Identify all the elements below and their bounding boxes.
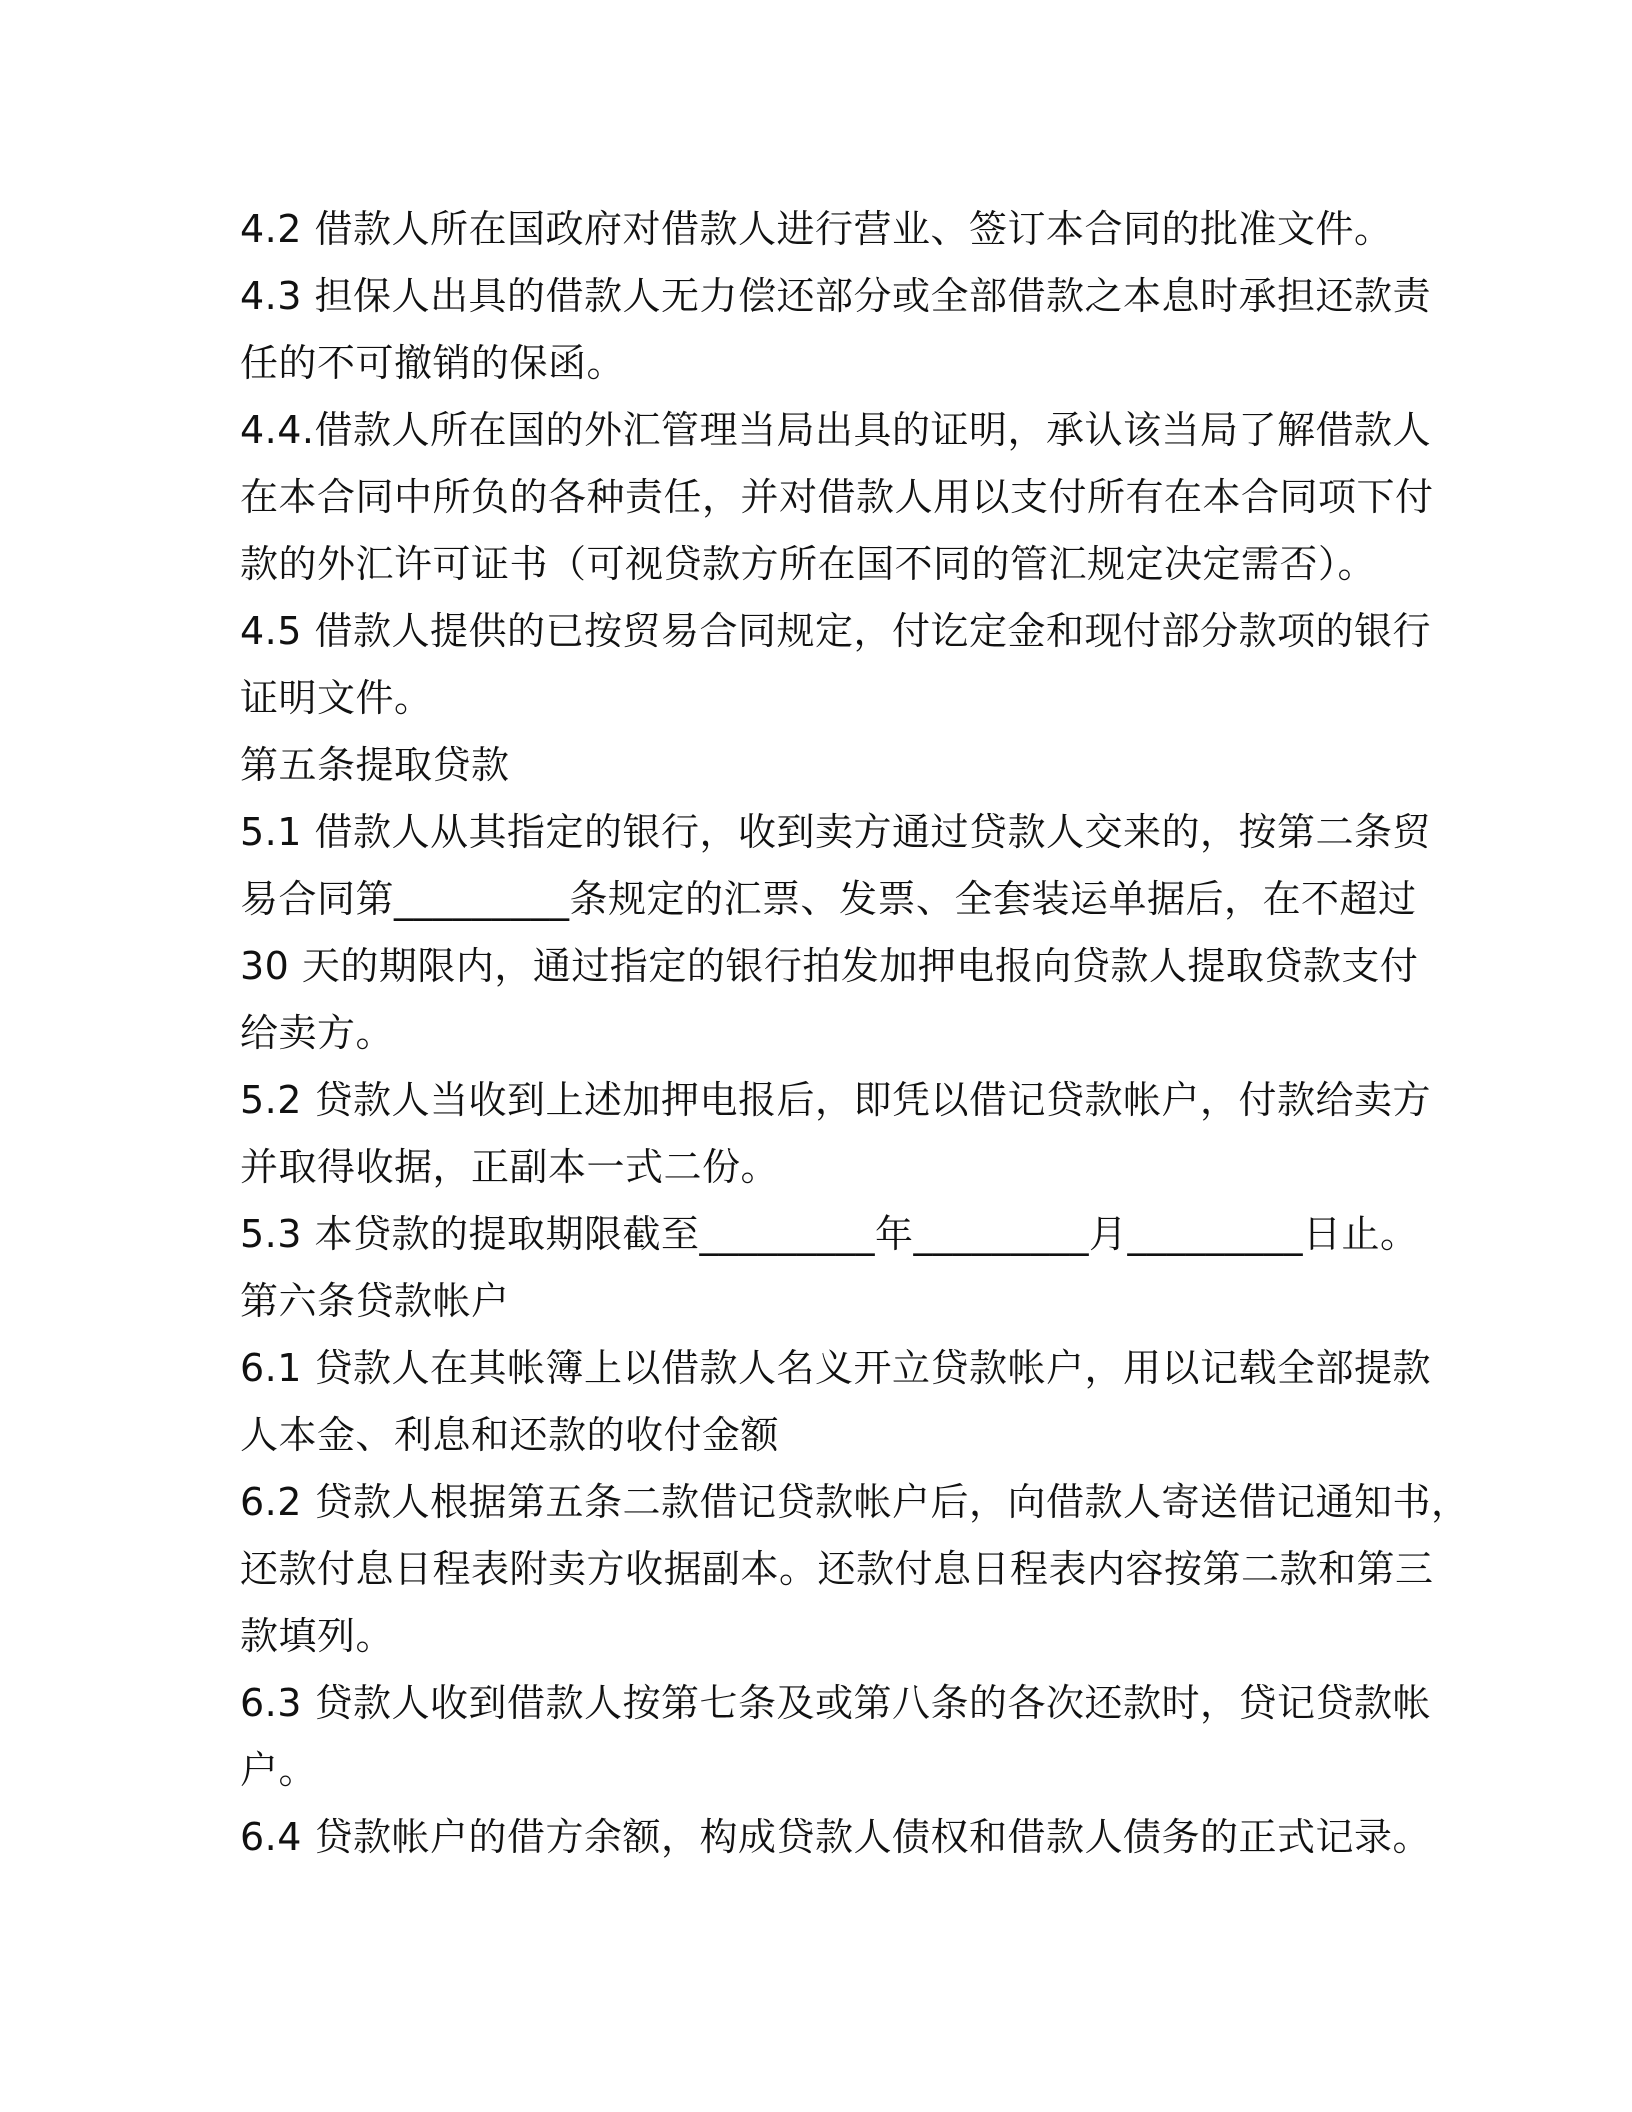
- text-line: 户。: [240, 1748, 318, 1792]
- text-line: 30 天的期限内，通过指定的银行拍发加押电报向贷款人提取贷款支付: [240, 944, 1419, 988]
- clause-4-4: [240, 397, 1434, 598]
- text-line: 5.1 借款人从其指定的银行，收到卖方通过贷款人交来的，按第二条贸: [240, 810, 1432, 854]
- text-line: 还款付息日程表附卖方收据副本。还款付息日程表内容按第二款和第三: [240, 1547, 1434, 1591]
- text-line: 易合同第_________条规定的汇票、发票、全套装运单据后，在不超过: [240, 877, 1417, 921]
- text-line: 4.5 借款人提供的已按贸易合同规定，付讫定金和现付部分款项的银行: [240, 609, 1432, 653]
- clause-4-3: [240, 263, 1432, 397]
- text-line: 任的不可撤销的保函。: [240, 341, 626, 385]
- article-5-heading: [240, 732, 1410, 799]
- text-line: 在本合同中所负的各种责任，并对借款人用以支付所有在本合同项下付: [240, 475, 1434, 519]
- text-line: 6.2 贷款人根据第五条二款借记贷款帐户后，向借款人寄送借记通知书，: [240, 1480, 1470, 1524]
- clause-4-5: [240, 598, 1432, 732]
- text-line: 6.3 贷款人收到借款人按第七条及或第八条的各次还款时，贷记贷款帐: [240, 1681, 1432, 1725]
- text-line: 6.4 贷款帐户的借方余额，构成贷款人债权和借款人债务的正式记录。: [240, 1815, 1432, 1859]
- section-heading: 第五条提取贷款: [240, 743, 510, 787]
- clause-6-2: [240, 1469, 1470, 1670]
- text-line: 4.3 担保人出具的借款人无力偿还部分或全部借款之本息时承担还款责: [240, 274, 1432, 318]
- text-line: 款填列。: [240, 1614, 395, 1658]
- clause-5-2: [240, 1067, 1432, 1201]
- text-line: 人本金、利息和还款的收付金额: [240, 1413, 780, 1457]
- text-line: 5.3 本贷款的提取期限截至_________年_________月_________日止。: [240, 1212, 1419, 1256]
- text-line: 5.2 贷款人当收到上述加押电报后，即凭以借记贷款帐户，付款给卖方: [240, 1078, 1432, 1122]
- section-heading: 第六条贷款帐户: [240, 1279, 510, 1323]
- text-line: 款的外汇许可证书（可视贷款方所在国不同的管汇规定决定需否）。: [240, 542, 1377, 586]
- clause-6-1: [240, 1335, 1432, 1469]
- text-line: 6.1 贷款人在其帐簿上以借款人名义开立贷款帐户，用以记载全部提款: [240, 1346, 1432, 1390]
- clause-5-3: [240, 1201, 1419, 1268]
- text-line: 并取得收据，正副本一式二份。: [240, 1145, 780, 1189]
- text-line: 4.4.借款人所在国的外汇管理当局出具的证明，承认该当局了解借款人: [240, 408, 1432, 452]
- clause-5-1: [240, 799, 1432, 1067]
- article-6-heading: [240, 1268, 1410, 1335]
- text-line: 给卖方。: [240, 1011, 395, 1055]
- clause-4-2: [240, 196, 1410, 263]
- clause-6-3: [240, 1670, 1432, 1804]
- text-line: 4.2 借款人所在国政府对借款人进行营业、签订本合同的批准文件。: [240, 207, 1393, 251]
- text-line: 证明文件。: [240, 676, 433, 720]
- document-page: [240, 196, 1470, 1871]
- clause-6-4: [240, 1804, 1432, 1871]
